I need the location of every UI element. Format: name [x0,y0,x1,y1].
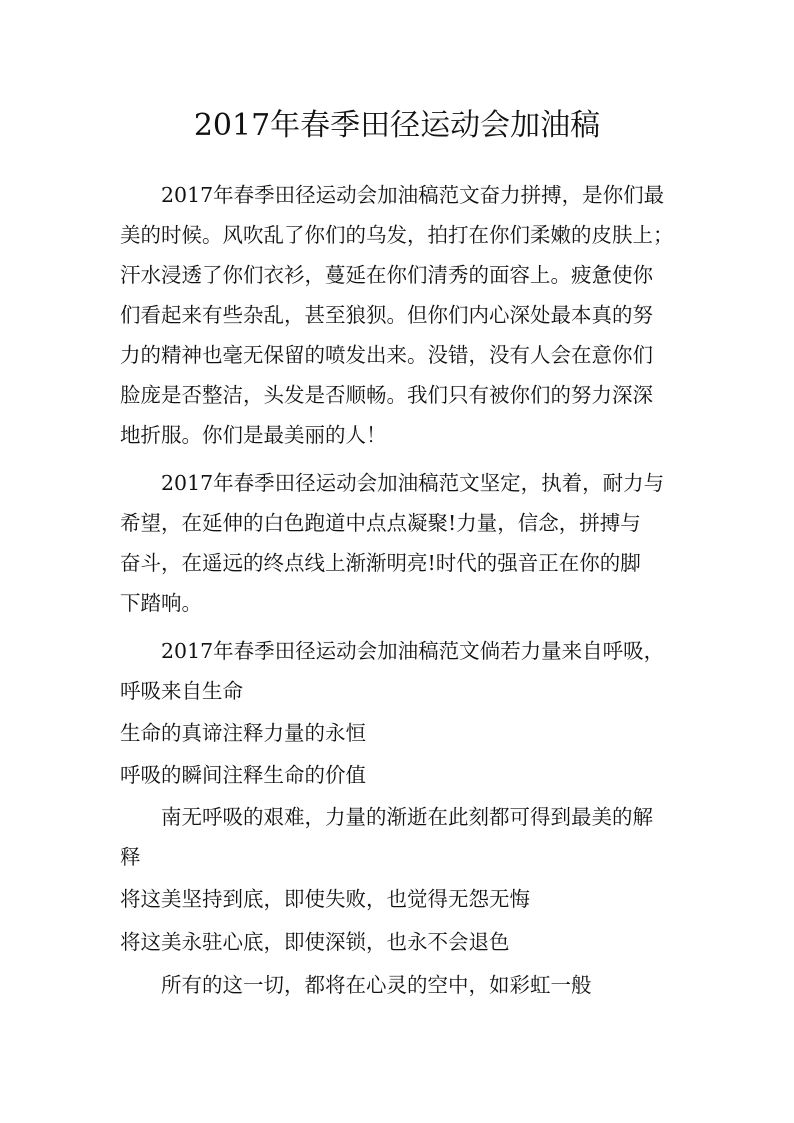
paragraph-line: 释 [120,845,141,869]
paragraph-line: 呼吸来自生命 [120,679,243,703]
paragraph-line: 南无呼吸的艰难，力量的渐逝在此刻都可得到最美的解 [161,805,653,829]
paragraph-line: 生命的真谛注释力量的永恒 [120,721,366,745]
paragraph-line: 将这美坚持到底，即使失败，也觉得无怨无悔 [120,887,530,911]
paragraph-line: 脸庞是否整洁，头发是否顺畅。我们只有被你们的努力深深 [120,383,653,407]
paragraph-line: 们看起来有些杂乱，甚至狼狈。但你们内心深处最本真的努 [120,303,653,327]
paragraph-line: 汗水浸透了你们衣衫，蔓延在你们清秀的面容上。疲惫使你 [120,263,653,287]
paragraph-line: 奋斗，在遥远的终点线上渐渐明亮!时代的强音正在你的脚 [120,551,641,575]
paragraph-line: 力的精神也毫无保留的喷发出来。没错，没有人会在意你们 [120,343,653,367]
paragraph-line: 美的时候。风吹乱了你们的乌发，拍打在你们柔嫩的皮肤上； [120,223,674,247]
paragraph-line: 2017年春季田径运动会加油稿范文倘若力量来自呼吸， [161,639,665,663]
paragraph-line: 2017年春季田径运动会加油稿范文奋力拼搏，是你们最 [161,183,665,207]
paragraph-line: 地折服。你们是最美丽的人！ [120,423,387,447]
document-title: 2017年春季田径运动会加油稿 [193,108,601,143]
paragraph-line: 下踏响。 [120,591,202,615]
paragraph-line: 希望，在延伸的白色跑道中点点凝聚!力量，信念，拼搏与 [120,511,641,535]
paragraph-line: 呼吸的瞬间注释生命的价值 [120,763,366,787]
paragraph-line: 所有的这一切，都将在心灵的空中，如彩虹一般 [161,973,592,997]
paragraph-line: 2017年春季田径运动会加油稿范文坚定，执着，耐力与 [161,471,665,495]
paragraph-line: 将这美永驻心底，即使深锁，也永不会退色 [120,930,510,954]
